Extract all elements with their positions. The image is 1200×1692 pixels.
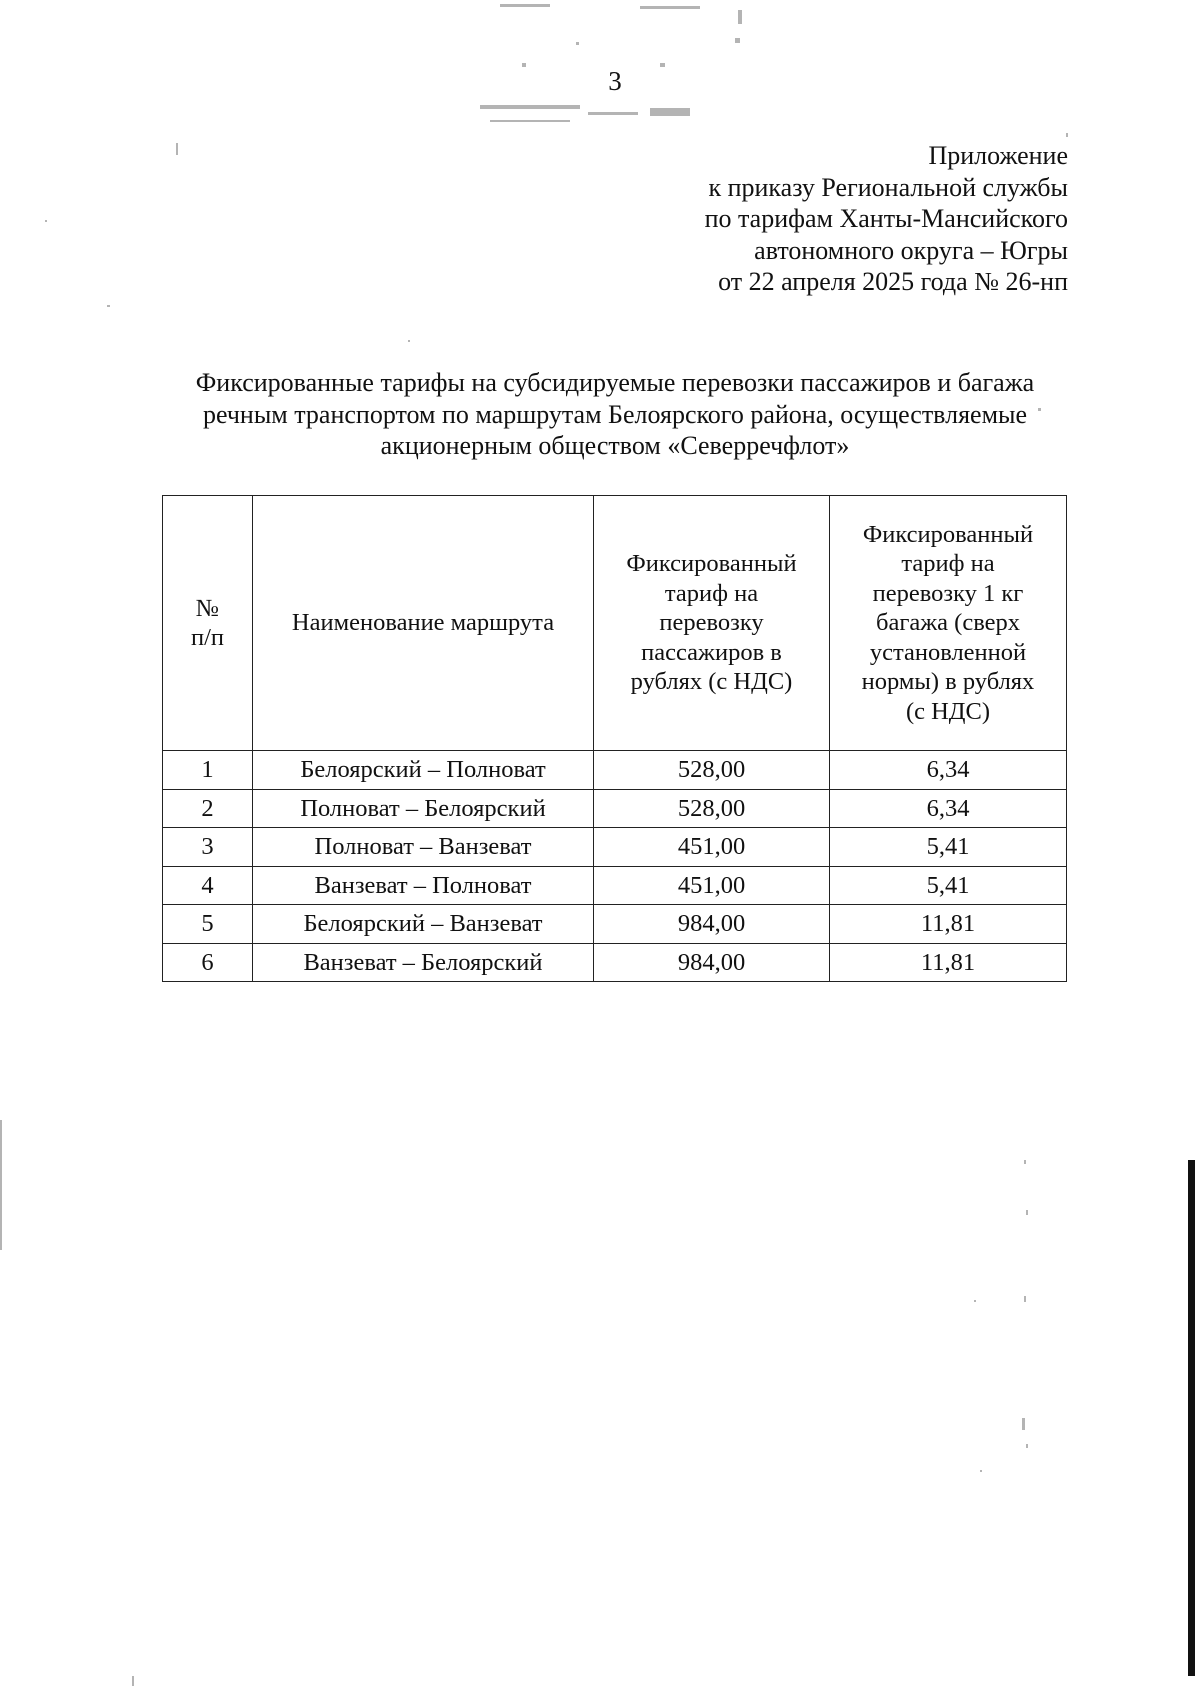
header-text: рублях (с НДС)	[630, 668, 793, 696]
appendix-line: от 22 апреля 2025 года № 26-нп	[718, 267, 1068, 296]
appendix-line: автономного округа – Югры	[754, 235, 1068, 265]
cell-baggage-tariff: 5,41	[830, 828, 1067, 867]
cell-route: Полноват – Белоярский	[253, 789, 594, 828]
cell-route: Белоярский – Полноват	[253, 751, 594, 790]
cell-baggage-tariff: 11,81	[830, 943, 1067, 982]
header-text: Фиксированный	[862, 520, 1034, 548]
title-line: Фиксированные тарифы на субсидируемые перевозки пассажиров и багажа	[195, 368, 1035, 397]
table-row	[163, 828, 1067, 867]
appendix-line: Приложение	[928, 141, 1068, 170]
cell-number: 5	[163, 905, 253, 944]
table-row	[163, 943, 1067, 982]
header-text: п/п	[190, 624, 225, 651]
scan-edge-bar	[1188, 1160, 1195, 1676]
cell-number: 6	[163, 943, 253, 982]
header-text: тариф на	[901, 550, 995, 578]
document-title	[140, 367, 1090, 462]
cell-number: 4	[163, 866, 253, 905]
cell-number: 2	[163, 789, 253, 828]
appendix-line: к приказу Региональной службы	[708, 172, 1068, 202]
header-text: (с НДС)	[905, 697, 991, 725]
cell-number: 3	[163, 828, 253, 867]
header-text: №	[195, 594, 220, 622]
table-row	[163, 866, 1067, 905]
header-text: Фиксированный	[626, 550, 797, 578]
cell-route: Ванзеват – Белоярский	[253, 943, 594, 982]
header-text: пассажиров в	[641, 638, 782, 666]
cell-passenger-tariff: 451,00	[594, 866, 830, 905]
cell-baggage-tariff: 6,34	[830, 751, 1067, 790]
header-passenger-tariff	[594, 496, 830, 751]
header-text: багажа (сверх	[875, 609, 1021, 637]
header-text: нормы) в рублях	[861, 668, 1035, 696]
cell-route: Ванзеват – Полноват	[253, 866, 594, 905]
cell-passenger-tariff: 528,00	[594, 751, 830, 790]
cell-passenger-tariff: 528,00	[594, 789, 830, 828]
cell-route: Белоярский – Ванзеват	[253, 905, 594, 944]
appendix-block	[705, 140, 1068, 298]
title-line: речным транспортом по маршрутам Белоярского района, осуществляемые	[202, 399, 1028, 429]
header-text: тариф на	[664, 579, 759, 607]
header-number	[163, 496, 253, 751]
table-row	[163, 789, 1067, 828]
table-row	[163, 905, 1067, 944]
cell-route: Полноват – Ванзеват	[253, 828, 594, 867]
tariff-table	[162, 495, 1067, 982]
header-baggage-tariff	[830, 496, 1067, 751]
cell-baggage-tariff: 5,41	[830, 866, 1067, 905]
cell-baggage-tariff: 11,81	[830, 905, 1067, 944]
cell-passenger-tariff: 984,00	[594, 905, 830, 944]
cell-passenger-tariff: 984,00	[594, 943, 830, 982]
header-route	[253, 496, 594, 751]
table-row	[163, 751, 1067, 790]
header-text: установленной	[869, 638, 1027, 666]
header-text: Наименование маршрута	[291, 609, 555, 637]
title-line: акционерным обществом «Северречфлот»	[380, 431, 850, 460]
cell-baggage-tariff: 6,34	[830, 789, 1067, 828]
page-number: 3	[608, 66, 622, 96]
header-text: перевозку 1 кг	[872, 579, 1024, 607]
cell-number: 1	[163, 751, 253, 790]
cell-passenger-tariff: 451,00	[594, 828, 830, 867]
header-text: перевозку	[659, 609, 764, 637]
table-header-row	[163, 496, 1067, 751]
appendix-line: по тарифам Ханты-Мансийского	[704, 204, 1068, 233]
